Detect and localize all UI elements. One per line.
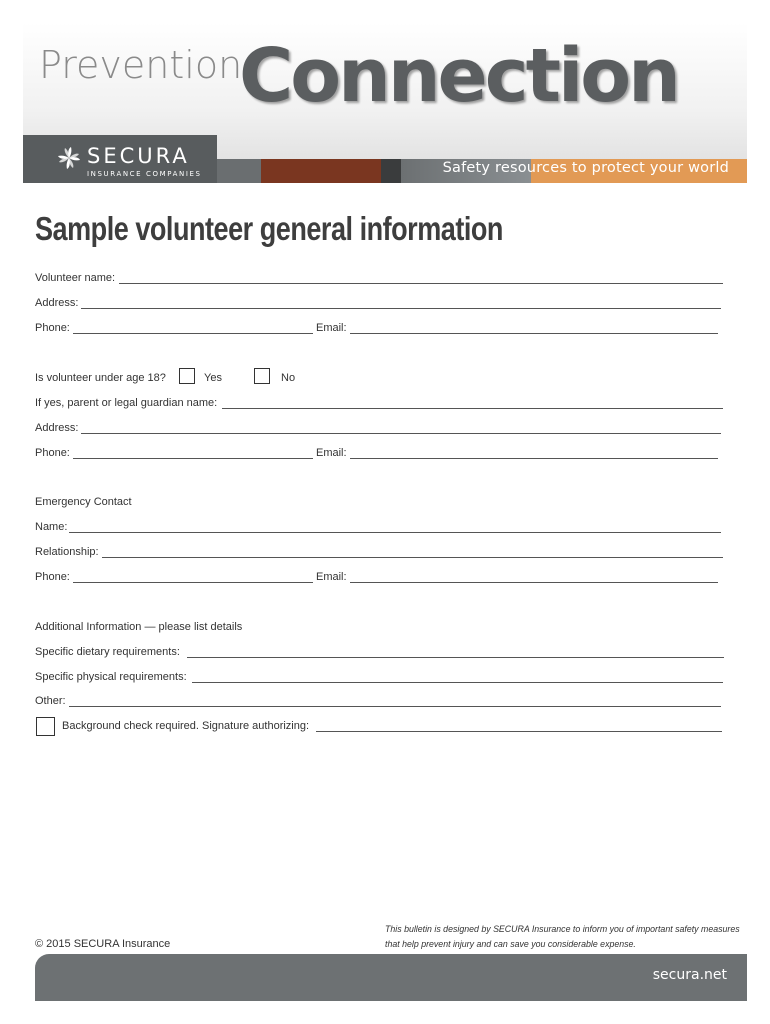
guardian-contact-row [35,447,719,461]
emergency-relationship-label: Relationship: [35,546,99,558]
emergency-email-field[interactable] [350,582,718,583]
logo-subtitle: INSURANCE COMPANIES [87,170,202,178]
age-question: Is volunteer under age 18? [35,372,166,384]
stripe-dark [381,159,401,183]
tagline: Safety resources to protect your world [442,160,729,176]
emergency-phone-field[interactable] [73,582,313,583]
stripe-brown [261,159,381,183]
dietary-field[interactable] [187,657,724,658]
volunteer-email-label: Email: [316,322,347,334]
guardian-phone-label: Phone: [35,447,70,459]
physical-field[interactable] [192,682,723,683]
background-check-label: Background check required. Signature authorizing: [62,720,310,732]
copyright: © 2015 SECURA Insurance [35,938,171,950]
secura-logo [23,135,217,183]
volunteer-phone-field[interactable] [73,333,313,334]
physical-row [35,671,723,685]
other-row [35,695,721,709]
guardian-email-field[interactable] [350,458,718,459]
volunteer-name-row [35,272,723,286]
emergency-relationship-row [35,546,723,560]
volunteer-contact-row [35,322,719,336]
secura-flower-icon [57,146,81,170]
volunteer-name-label: Volunteer name: [35,272,116,284]
guardian-address-label: Address: [35,422,79,434]
volunteer-phone-label: Phone: [35,322,70,334]
background-check-checkbox[interactable] [36,717,55,736]
guardian-address-row [35,422,721,436]
emergency-phone-label: Phone: [35,571,70,583]
page-title: Sample volunteer general information [35,210,503,247]
logo-name: SECURA [87,144,190,168]
volunteer-email-field[interactable] [350,333,718,334]
stripe-grey [217,159,261,183]
volunteer-address-field[interactable] [81,308,721,309]
emergency-name-label: Name: [35,521,68,533]
yes-label: Yes [204,372,222,384]
website-link[interactable]: secura.net [652,967,727,983]
no-checkbox[interactable] [254,368,270,384]
background-check-row [62,720,723,734]
other-field[interactable] [69,706,721,707]
emergency-email-label: Email: [316,571,347,583]
volunteer-address-row [35,297,721,311]
signature-field[interactable] [316,731,722,732]
volunteer-name-field[interactable] [119,283,723,284]
guardian-phone-field[interactable] [73,458,313,459]
emergency-name-row [35,521,721,535]
brand-connection: Connection [239,33,678,119]
dietary-label: Specific dietary requirements: [35,646,180,658]
physical-label: Specific physical requirements: [35,671,187,683]
emergency-contact-row [35,571,719,585]
footer-bar [35,954,747,1001]
guardian-address-field[interactable] [81,433,721,434]
no-label: No [281,372,296,384]
guardian-name-row [35,397,723,411]
additional-heading: Additional Information — please list details [35,621,243,633]
volunteer-address-label: Address: [35,297,79,309]
yes-checkbox[interactable] [179,368,195,384]
guardian-name-label: If yes, parent or legal guardian name: [35,397,218,409]
dietary-row [35,646,724,660]
guardian-email-label: Email: [316,447,347,459]
emergency-heading: Emergency Contact [35,496,132,508]
brand-prevention: Prevention [39,43,243,87]
bulletin-note: This bulletin is designed by SECURA Insurance to inform you of important safety measures that help prevent injury and can save you considerable expense. [385,924,740,949]
emergency-relationship-field[interactable] [102,557,723,558]
other-label: Other: [35,695,66,707]
guardian-name-field[interactable] [222,408,723,409]
header-banner [23,23,747,183]
emergency-name-field[interactable] [69,532,721,533]
